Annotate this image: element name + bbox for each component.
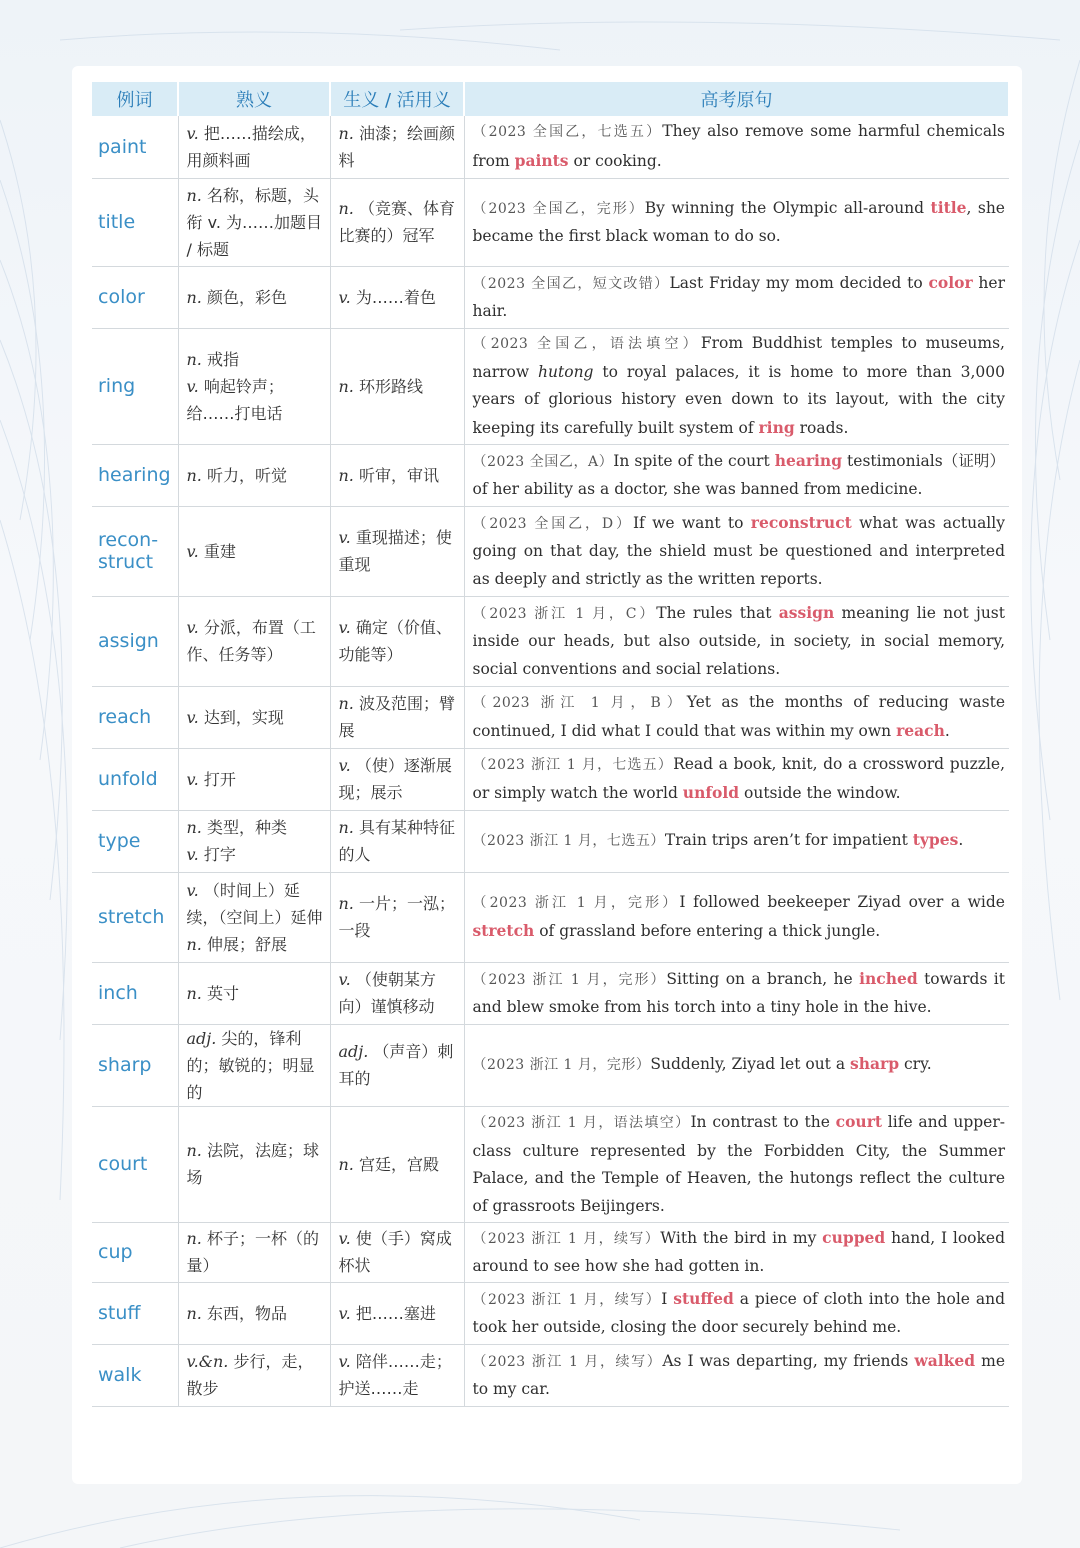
exam-sentence [464,506,1009,596]
familiar-meaning [178,1344,330,1406]
exam-sentence [464,748,1009,810]
part-of-speech: v. [338,287,351,307]
meaning-line [187,877,326,931]
part-of-speech: v. [186,376,199,396]
meaning-text: 听力，听觉 [206,465,287,485]
part-of-speech: v. [186,541,199,561]
highlighted-word: ring [758,417,795,437]
sentence-text: , she became the first black woman to do so. [472,198,1005,245]
highlighted-word: paints [514,150,569,170]
exam-sentence [464,1282,1009,1344]
table-row [92,596,1009,686]
part-of-speech: n. [186,1303,202,1323]
sentence-text: testimonials（证明）of her ability as a doctor, she was banned from medicine. [472,451,1005,498]
highlighted-word: reconstruct [750,512,852,532]
familiar-meaning [178,178,330,266]
meaning-line [339,690,460,744]
sentence-text: I [661,1289,674,1308]
exam-sentence [464,1344,1009,1406]
sentence-source: （2023 浙江 1 月，七选五） [472,833,665,850]
highlighted-word: color [928,272,973,292]
sentence-text: In spite of the court [613,451,775,470]
table-row [92,872,1009,962]
familiar-meaning [178,596,330,686]
part-of-speech: v.&n. [186,1352,229,1371]
meaning-text: 东西，物品 [206,1303,287,1323]
sentence-text: As I was departing, my friends [662,1351,915,1370]
part-of-speech: v. [338,970,351,989]
example-word: cup [92,1222,178,1282]
meaning-text: 为……着色 [355,287,436,307]
new-meaning [330,1282,464,1344]
example-word: stuff [92,1282,178,1344]
familiar-meaning [178,686,330,748]
highlighted-word: assign [778,602,835,622]
part-of-speech: adj. [338,1042,369,1061]
sentence-text: I followed beekeeper Ziyad over a wide [679,892,1005,911]
meaning-text: （时间上）延续，（空间上）延伸 [186,880,323,927]
meaning-line [339,284,460,311]
familiar-meaning [178,1222,330,1282]
meaning-text: 听审，审讯 [358,465,439,485]
header-example-word: 例词 [92,82,178,116]
meaning-line [187,841,326,868]
sentence-text: of grassland before entering a thick jungle. [534,922,881,940]
meaning-text: 把……塞进 [355,1303,436,1323]
meaning-text: 打开 [203,769,236,789]
part-of-speech: n. [186,1229,202,1248]
meaning-line [339,1225,460,1279]
sentence-text: The rules that [656,603,779,622]
example-word: type [92,810,178,872]
part-of-speech: n. [186,185,202,205]
highlighted-word: walked [914,1350,976,1370]
new-meaning [330,872,464,962]
meaning-line [339,890,460,944]
example-word: assign [92,596,178,686]
sentence-text: hand, I looked around to see how she had gotten in. [472,1228,1005,1275]
sentence-text: . [958,831,964,850]
example-word: title [92,178,178,266]
familiar-meaning [178,962,330,1024]
part-of-speech: v. [186,845,199,864]
part-of-speech: v. [186,618,199,637]
sentence-source: （2023 浙江 1 月，续写） [472,1291,662,1308]
exam-sentence [464,1106,1009,1222]
sentence-text: what was actually going on that day, the shield must be questioned and interpreted as deeply and strictly as the written reports. [472,513,1005,588]
sentence-text: Read a book, knit, do a crossword puzzle, or simply watch the world [472,754,1006,802]
sentence-text: Train trips aren’t for impatient [664,831,913,850]
meaning-line [339,752,460,806]
meaning-line [187,931,326,958]
exam-sentence [464,1222,1009,1282]
familiar-meaning [178,444,330,506]
part-of-speech: n. [186,465,202,485]
sentence-text: outside the window. [739,784,901,802]
new-meaning [330,444,464,506]
sentence-text: a piece of cloth into the hole and took her outside, closing the door securely behind me. [472,1289,1006,1336]
part-of-speech: n. [338,1154,354,1174]
sentence-text: Yet as the months of reducing waste continued, I did what I could that was within my own [472,692,1005,740]
exam-sentence [464,962,1009,1024]
meaning-text: 响起铃声；给……打电话 [186,376,284,423]
new-meaning [330,1222,464,1282]
example-word: reach [92,686,178,748]
familiar-meaning [178,872,330,962]
meaning-text: 名称，标题，头衔 v. 为……加题目 / 标题 [186,185,322,259]
part-of-speech: n. [186,818,202,837]
sentence-source: （2023 浙江 1 月，B） [472,694,687,711]
example-word: court [92,1106,178,1222]
part-of-speech: v. [338,618,351,637]
meaning-line [187,462,326,489]
table-row [92,1344,1009,1406]
meaning-text: 一片；一泓；一段 [338,894,455,940]
sentence-source: （2023 浙江 1 月，完形） [472,971,667,988]
exam-sentence [464,1024,1009,1106]
table-row [92,1222,1009,1282]
table-body [92,116,1009,1406]
part-of-speech: n. [338,818,354,837]
familiar-meaning [178,506,330,596]
sentence-source: （2023 浙江 1 月，C） [472,605,657,622]
table-row [92,116,1009,178]
meaning-line [187,980,326,1007]
familiar-meaning [178,328,330,444]
highlighted-word: reach [896,721,945,740]
part-of-speech: v. [338,528,351,547]
highlighted-word: inched [859,968,918,988]
sentence-text: Last Friday my mom decided to [669,273,929,292]
meaning-line [339,814,460,868]
highlighted-word: unfold [682,783,740,802]
familiar-meaning [178,1024,330,1106]
meaning-text: 打字 [203,845,236,864]
meaning-text: 达到，实现 [203,707,284,727]
part-of-speech: v. [338,756,351,775]
part-of-speech: n. [338,894,354,913]
sentence-source: （2023 全国乙，语法填空） [472,336,701,352]
meaning-text: 陪伴……走；护送……走 [338,1352,452,1398]
table-row [92,1282,1009,1344]
new-meaning [330,596,464,686]
part-of-speech: adj. [186,1028,217,1048]
table-row [92,962,1009,1024]
meaning-line [339,614,460,668]
new-meaning [330,328,464,444]
highlighted-word: court [835,1112,883,1131]
meaning-line [187,614,326,668]
sentence-text: Suddenly, Ziyad let out a [650,1055,850,1074]
example-word: paint [92,116,178,178]
sentence-source: （2023 全国乙，D） [472,515,633,532]
meaning-text: 分派，布置（工作、任务等） [186,618,316,664]
part-of-speech: v. [186,880,199,900]
exam-sentence [464,266,1009,328]
table-row [92,1106,1009,1222]
meaning-text: 杯子；一杯（的量） [186,1229,319,1275]
meaning-line [187,538,326,565]
table-row [92,266,1009,328]
exam-sentence [464,872,1009,962]
new-meaning [330,810,464,872]
meaning-line [187,373,326,427]
meaning-text: 使（手）窝成杯状 [338,1229,452,1275]
meaning-text: 把……描绘成，用颜料画 [186,123,316,170]
sentence-text: In contrast to the [690,1113,836,1131]
table-row [92,178,1009,266]
meaning-line [339,1348,460,1402]
meaning-line [187,346,326,373]
exam-sentence [464,810,1009,872]
meaning-line [187,120,326,174]
sentence-source: （2023 浙江 1 月，完形） [472,894,680,911]
sentence-text: meaning lie not just inside our heads, but also outside, in society, in social memory, social conventions and social relations. [472,603,1005,678]
meaning-line [187,766,326,793]
part-of-speech: n. [186,1141,202,1160]
meaning-text: 确定（价值、功能等） [338,618,452,664]
highlighted-word: stretch [472,921,535,940]
part-of-speech: v. [186,707,199,727]
meaning-line [187,1025,326,1106]
header-new-meaning: 生义 / 活用义 [330,82,464,116]
sentence-source: （2023 全国乙，七选五） [472,124,663,141]
highlighted-word: cupped [822,1227,886,1247]
sentence-text: life and upper-class culture represented by the Forbidden City, the Summer Palace, and the Temple of Heaven, the hutongs reflect the culture of grassroots Beijingers. [472,1113,1005,1215]
exam-sentence [464,596,1009,686]
meaning-line [339,373,460,400]
familiar-meaning [178,810,330,872]
sentence-text: cry. [899,1055,932,1074]
new-meaning [330,1344,464,1406]
sentence-source: （2023 浙江 1 月，语法填空） [472,1115,691,1131]
part-of-speech: v. [338,1229,351,1248]
table-row [92,810,1009,872]
sentence-source: （2023 全国乙，A） [472,453,614,470]
meaning-text: （使朝某方向）谨慎移动 [338,970,436,1016]
part-of-speech: n. [338,694,354,713]
new-meaning [330,962,464,1024]
sentence-text: me to my car. [472,1351,1005,1398]
sentence-source: （2023 全国乙，短文改错） [472,275,670,292]
part-of-speech: n. [186,349,202,369]
meaning-text: 法院，法庭；球场 [186,1141,319,1187]
example-word: unfold [92,748,178,810]
meaning-text: 类型，种类 [206,818,287,837]
meaning-line [187,1348,326,1402]
exam-sentence [464,686,1009,748]
meaning-line [339,1151,460,1178]
meaning-line [339,1300,460,1327]
table-row [92,686,1009,748]
sentence-text: If we want to [632,513,751,532]
example-word: recon-struct [92,506,178,596]
exam-sentence [464,444,1009,506]
meaning-text: 重建 [203,541,236,561]
sentence-text: With the bird in my [660,1228,823,1247]
exam-sentence [464,116,1009,178]
meaning-text: （竞赛、体育比赛的）冠军 [338,199,455,245]
part-of-speech: v. [186,769,199,789]
meaning-text: 尖的，锋利的；敏锐的；明显的 [186,1028,315,1102]
exam-sentence [464,178,1009,266]
meaning-text: 伸展；舒展 [206,934,287,954]
new-meaning [330,748,464,810]
familiar-meaning [178,116,330,178]
sentence-text: From Buddhist temples to museums, narrow [472,334,1005,381]
part-of-speech: n. [186,287,202,307]
meaning-line [339,1038,460,1092]
table-header-row [92,82,1009,116]
sentence-text: Sitting on a branch, he [666,969,860,988]
new-meaning [330,178,464,266]
table-row [92,506,1009,596]
highlighted-word: stuffed [673,1288,734,1308]
meaning-line [187,182,326,263]
part-of-speech: n. [186,934,202,954]
example-word: hearing [92,444,178,506]
header-familiar-meaning: 熟义 [178,82,330,116]
sentence-text: or cooking. [568,151,662,170]
meaning-line [187,1300,326,1327]
vocabulary-table [92,82,1010,1407]
meaning-line [339,462,460,489]
meaning-text: 戒指 [206,349,239,369]
meaning-text: 具有某种特征的人 [338,818,455,864]
meaning-text: （使）逐渐展现；展示 [338,756,452,802]
new-meaning [330,1106,464,1222]
highlighted-word: hearing [774,450,843,470]
part-of-speech: v. [338,1352,351,1371]
meaning-text: 油漆；绘画颜料 [338,123,455,170]
meaning-text: 颜色，彩色 [206,287,287,307]
familiar-meaning [178,266,330,328]
sentence-source: （2023 浙江 1 月，完形） [472,1057,651,1074]
sentence-source: （2023 浙江 1 月，续写） [472,1353,663,1370]
sentence-text: towards it and blew smoke from his torch into a tiny hole in the hive. [472,969,1005,1016]
meaning-line [187,814,326,841]
part-of-speech: n. [338,465,354,485]
example-word: stretch [92,872,178,962]
part-of-speech: v. [186,123,199,143]
part-of-speech: n. [338,123,354,143]
part-of-speech: n. [338,376,354,396]
meaning-line [187,704,326,731]
table-row [92,1024,1009,1106]
sentence-source: （2023 浙江 1 月，续写） [472,1230,661,1247]
sentence-text: By winning the Olympic all-around [644,198,931,217]
meaning-line [339,966,460,1020]
table-row [92,748,1009,810]
sentence-source: （2023 浙江 1 月，七选五） [472,756,674,773]
new-meaning [330,266,464,328]
new-meaning [330,116,464,178]
sentence-text: They also remove some harmful chemicals from [472,122,1005,170]
meaning-text: 重现描述；使重现 [338,528,452,574]
highlighted-word: types [912,830,959,850]
example-word: ring [92,328,178,444]
meaning-line [187,1225,326,1279]
meaning-text: 英寸 [206,983,239,1003]
example-word: inch [92,962,178,1024]
familiar-meaning [178,1282,330,1344]
example-word: sharp [92,1024,178,1106]
familiar-meaning [178,748,330,810]
example-word: color [92,266,178,328]
meaning-line [187,1137,326,1191]
sentence-text: to royal palaces, it is home to more than 3,000 years of glorious history even down to its layout, with the city keeping its carefully built system of [472,362,1006,437]
header-exam-sentence: 高考原句 [464,82,1009,116]
sentence-text: . [944,722,950,740]
example-word: walk [92,1344,178,1406]
familiar-meaning [178,1106,330,1222]
meaning-text: （声音）刺耳的 [338,1042,454,1088]
meaning-text: 波及范围；臂展 [338,694,455,740]
sentence-text: her hair. [472,273,1005,320]
meaning-text: 环形路线 [358,376,423,396]
table-row [92,444,1009,506]
exam-sentence [464,328,1009,444]
meaning-text: 宫廷，宫殿 [358,1154,439,1174]
sentence-text: roads. [794,418,849,437]
part-of-speech: v. [338,1303,351,1323]
part-of-speech: n. [338,199,354,218]
highlighted-word: title [930,197,967,217]
meaning-line [339,195,460,249]
sentence-italic: hutong [538,362,594,381]
highlighted-word: sharp [850,1054,900,1074]
meaning-text: 步行，走，散步 [186,1352,314,1398]
new-meaning [330,686,464,748]
meaning-line [187,284,326,311]
new-meaning [330,1024,464,1106]
sentence-source: （2023 全国乙，完形） [472,200,645,217]
meaning-line [339,524,460,578]
table-row [92,328,1009,444]
new-meaning [330,506,464,596]
meaning-line [339,120,460,174]
part-of-speech: n. [186,983,202,1003]
